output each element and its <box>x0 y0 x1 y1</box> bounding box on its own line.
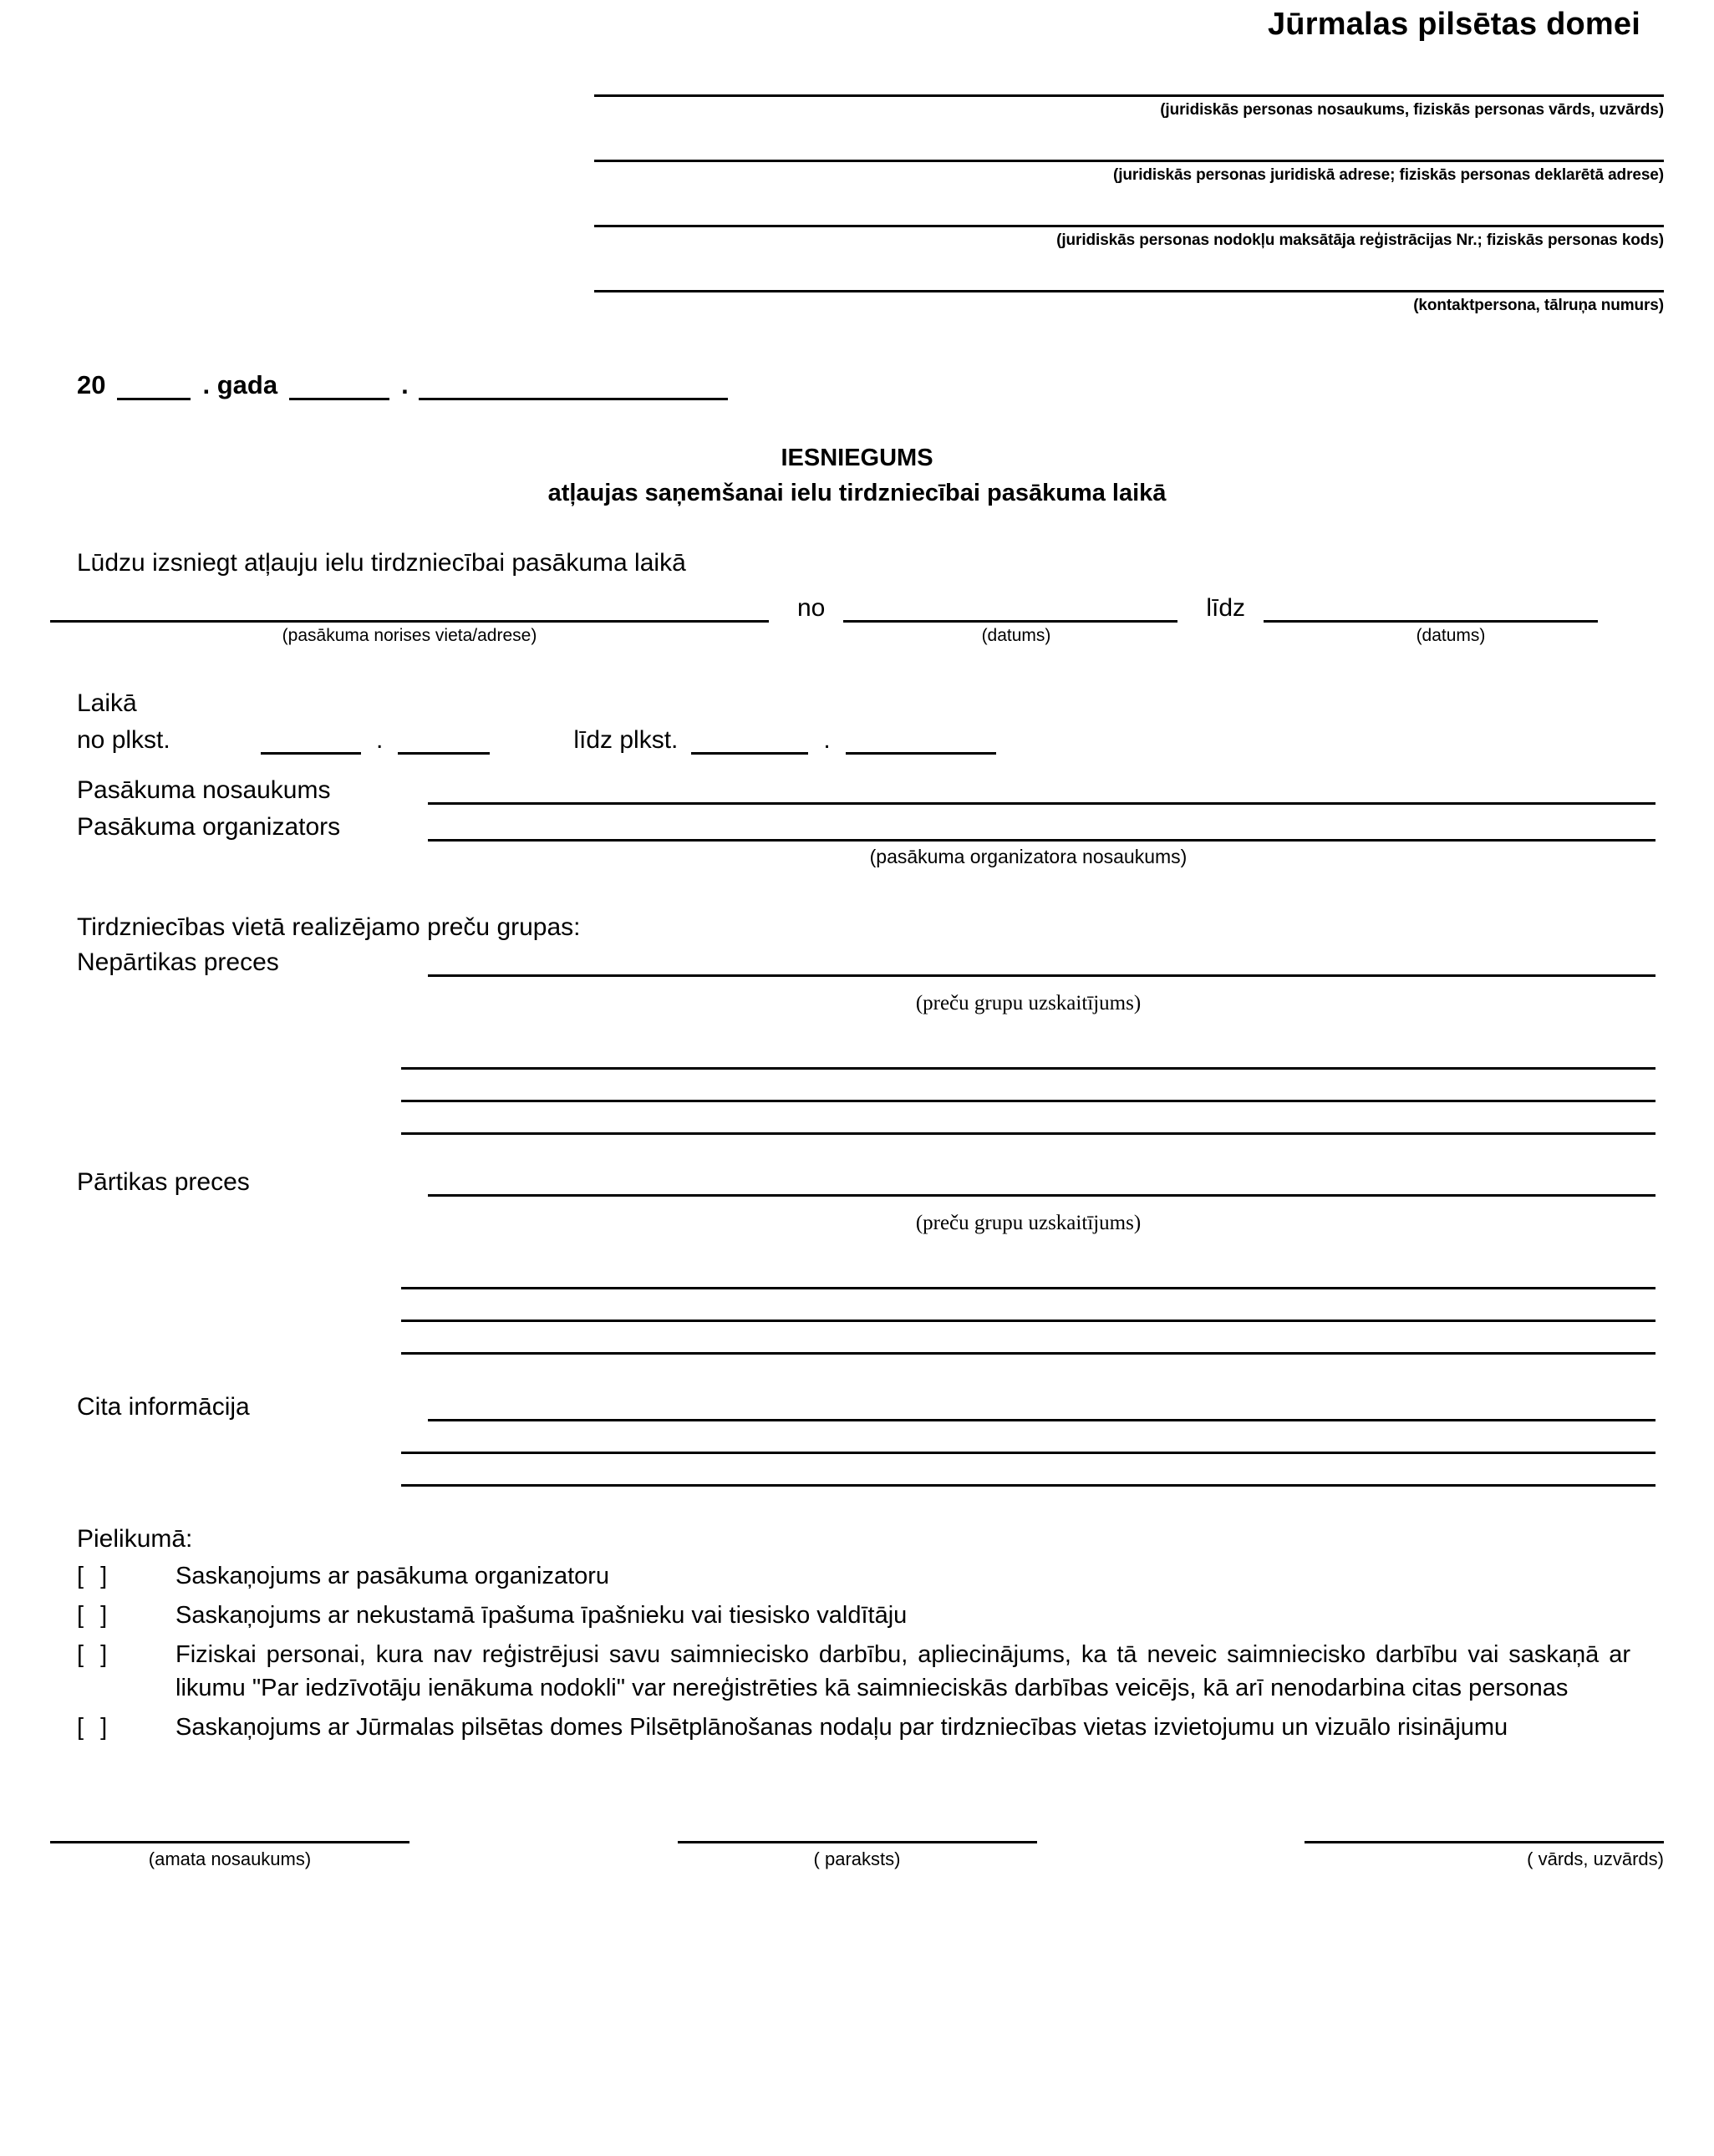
to-time-label: līdz plkst. <box>573 726 679 755</box>
food-extra-lines <box>401 1257 1656 1355</box>
applicant-name-caption: (juridiskās personas nosaukums, fiziskās personas vārds, uzvārds) <box>1160 101 1664 119</box>
event-organizer-caption: (pasākuma organizatora nosaukums) <box>869 846 1188 868</box>
event-organizer-input[interactable] <box>428 814 1656 842</box>
attachment-checkbox-4[interactable]: [ ] <box>77 1713 113 1741</box>
other-info-line-3[interactable] <box>401 1454 1656 1487</box>
name-caption: ( vārds, uzvārds) <box>1527 1848 1664 1869</box>
period-from-input[interactable] <box>843 595 1177 623</box>
food-row <box>50 1168 1664 1197</box>
applicant-registration-line[interactable] <box>594 196 1664 227</box>
signature-input[interactable] <box>678 1816 1037 1843</box>
other-info-extra-lines <box>401 1421 1656 1487</box>
name-input[interactable] <box>1305 1816 1664 1843</box>
other-info-label: Cita informācija <box>77 1393 250 1421</box>
applicant-contact-caption: (kontaktpersona, tālruņa numurs) <box>1413 297 1664 314</box>
from-hour-input[interactable] <box>261 729 361 755</box>
other-info-row <box>50 1393 1664 1421</box>
time-block <box>77 689 1664 755</box>
food-caption: (preču grupu uzskaitījums) <box>915 1212 1142 1235</box>
food-line-3[interactable] <box>401 1289 1656 1322</box>
applicant-name-line[interactable] <box>594 66 1664 97</box>
position-field <box>50 1816 409 1870</box>
applicant-address-caption: (juridiskās personas juridiskā adrese; fiziskās personas deklarētā adrese) <box>1113 166 1664 184</box>
form-title-block <box>50 440 1664 511</box>
food-input[interactable] <box>428 1169 1656 1197</box>
food-line-2[interactable] <box>401 1257 1656 1289</box>
applicant-registration-caption: (juridiskās personas nodokļu maksātāja reģistrācijas Nr.; fiziskās personas kods) <box>1056 231 1664 249</box>
signature-row <box>50 1816 1664 1892</box>
name-field <box>1305 1816 1664 1870</box>
position-input[interactable] <box>50 1816 409 1843</box>
attachment-item <box>77 1639 1664 1704</box>
no-label: no <box>797 594 826 623</box>
non-food-line-2[interactable] <box>401 1037 1656 1070</box>
event-place-input[interactable] <box>50 595 769 623</box>
attachment-text-3: Fiziskai personai, kura nav reģistrējusi savu saimniecisko darbību, apliecinājums, ka tā neveic saimniecisko darbību vai saskaņā ar likumu "Par iedzīvotāju ienākuma nodokli" var nereģistrēties kā saimnieciskās darbības veicējs, kā arī nenodarbina citas personas <box>175 1641 1630 1701</box>
non-food-extra-lines <box>401 1037 1656 1135</box>
submission-date-row <box>77 370 1664 400</box>
food-line-4[interactable] <box>401 1322 1656 1355</box>
attachments-heading: Pielikumā: <box>77 1525 193 1553</box>
attachment-checkbox-1[interactable]: [ ] <box>77 1563 113 1590</box>
lead-text: Lūdzu izsniegt atļauju ielu tirdzniecībai pasākuma laikā <box>77 549 686 577</box>
attachment-text-1: Saskaņojums ar pasākuma organizatoru <box>175 1563 610 1590</box>
form-title: IESNIEGUMS <box>781 445 933 471</box>
event-name-label: Pasākuma nosaukums <box>77 776 331 805</box>
lidz-label: līdz <box>1206 594 1246 623</box>
signature-caption: ( paraksts) <box>813 1848 901 1869</box>
non-food-input[interactable] <box>428 949 1656 977</box>
period-to-caption: (datums) <box>1416 626 1486 646</box>
to-minute-input[interactable] <box>846 729 996 755</box>
event-place-caption: (pasākuma norises vieta/adrese) <box>282 626 537 646</box>
non-food-line-3[interactable] <box>401 1070 1656 1102</box>
to-hour-input[interactable] <box>691 729 808 755</box>
attachment-text-4: Saskaņojums ar Jūrmalas pilsētas domes Pilsētplānošanas nodaļu par tirdzniecības vietas izvietojumu un vizuālo risinājumu <box>175 1713 1508 1741</box>
non-food-line-4[interactable] <box>401 1102 1656 1135</box>
year-input[interactable] <box>117 376 191 400</box>
period-to-input[interactable] <box>1264 595 1598 623</box>
event-name-row <box>50 776 1664 805</box>
month-input[interactable] <box>289 376 389 400</box>
period-from-caption: (datums) <box>981 626 1051 646</box>
other-info-line-2[interactable] <box>401 1421 1656 1454</box>
from-time-label: no plkst. <box>77 726 170 755</box>
attachment-item <box>77 1560 1664 1593</box>
signature-field <box>678 1816 1037 1870</box>
from-minute-input[interactable] <box>398 729 490 755</box>
gada-label: . gada <box>202 370 278 399</box>
form-subtitle: atļaujas saņemšanai ielu tirdzniecībai pasākuma laikā <box>547 480 1167 507</box>
event-name-input[interactable] <box>428 777 1656 805</box>
date-dot: . <box>401 370 409 399</box>
from-time-dot: . <box>376 726 384 755</box>
year-prefix: 20 <box>77 370 106 399</box>
attachment-checkbox-3[interactable]: [ ] <box>77 1641 113 1669</box>
header-fields <box>50 66 1664 327</box>
attachment-item <box>77 1711 1664 1744</box>
to-time-dot: . <box>823 726 831 755</box>
food-label: Pārtikas preces <box>77 1168 250 1197</box>
other-info-input[interactable] <box>428 1394 1656 1421</box>
day-input[interactable] <box>419 376 728 400</box>
event-organizer-row <box>50 813 1664 842</box>
goods-heading: Tirdzniecības vietā realizējamo preču grupas: <box>77 913 581 942</box>
event-organizer-label: Pasākuma organizators <box>77 813 341 842</box>
attachment-text-2: Saskaņojums ar nekustamā īpašuma īpašnieku vai tiesisko valdītāju <box>175 1602 908 1630</box>
attachment-checkbox-2[interactable]: [ ] <box>77 1602 113 1630</box>
attachment-item <box>77 1599 1664 1632</box>
position-caption: (amata nosaukums) <box>148 1848 312 1869</box>
laika-label: Laikā <box>77 689 137 718</box>
place-and-period-captions <box>50 626 1664 646</box>
applicant-contact-line[interactable] <box>594 262 1664 292</box>
page-title: Jūrmalas pilsētas domei <box>1267 7 1640 42</box>
non-food-row <box>50 948 1664 977</box>
place-and-period-row <box>50 594 1664 623</box>
non-food-caption: (preču grupu uzskaitījums) <box>915 992 1142 1015</box>
applicant-address-line[interactable] <box>594 131 1664 162</box>
non-food-label: Nepārtikas preces <box>77 948 279 977</box>
